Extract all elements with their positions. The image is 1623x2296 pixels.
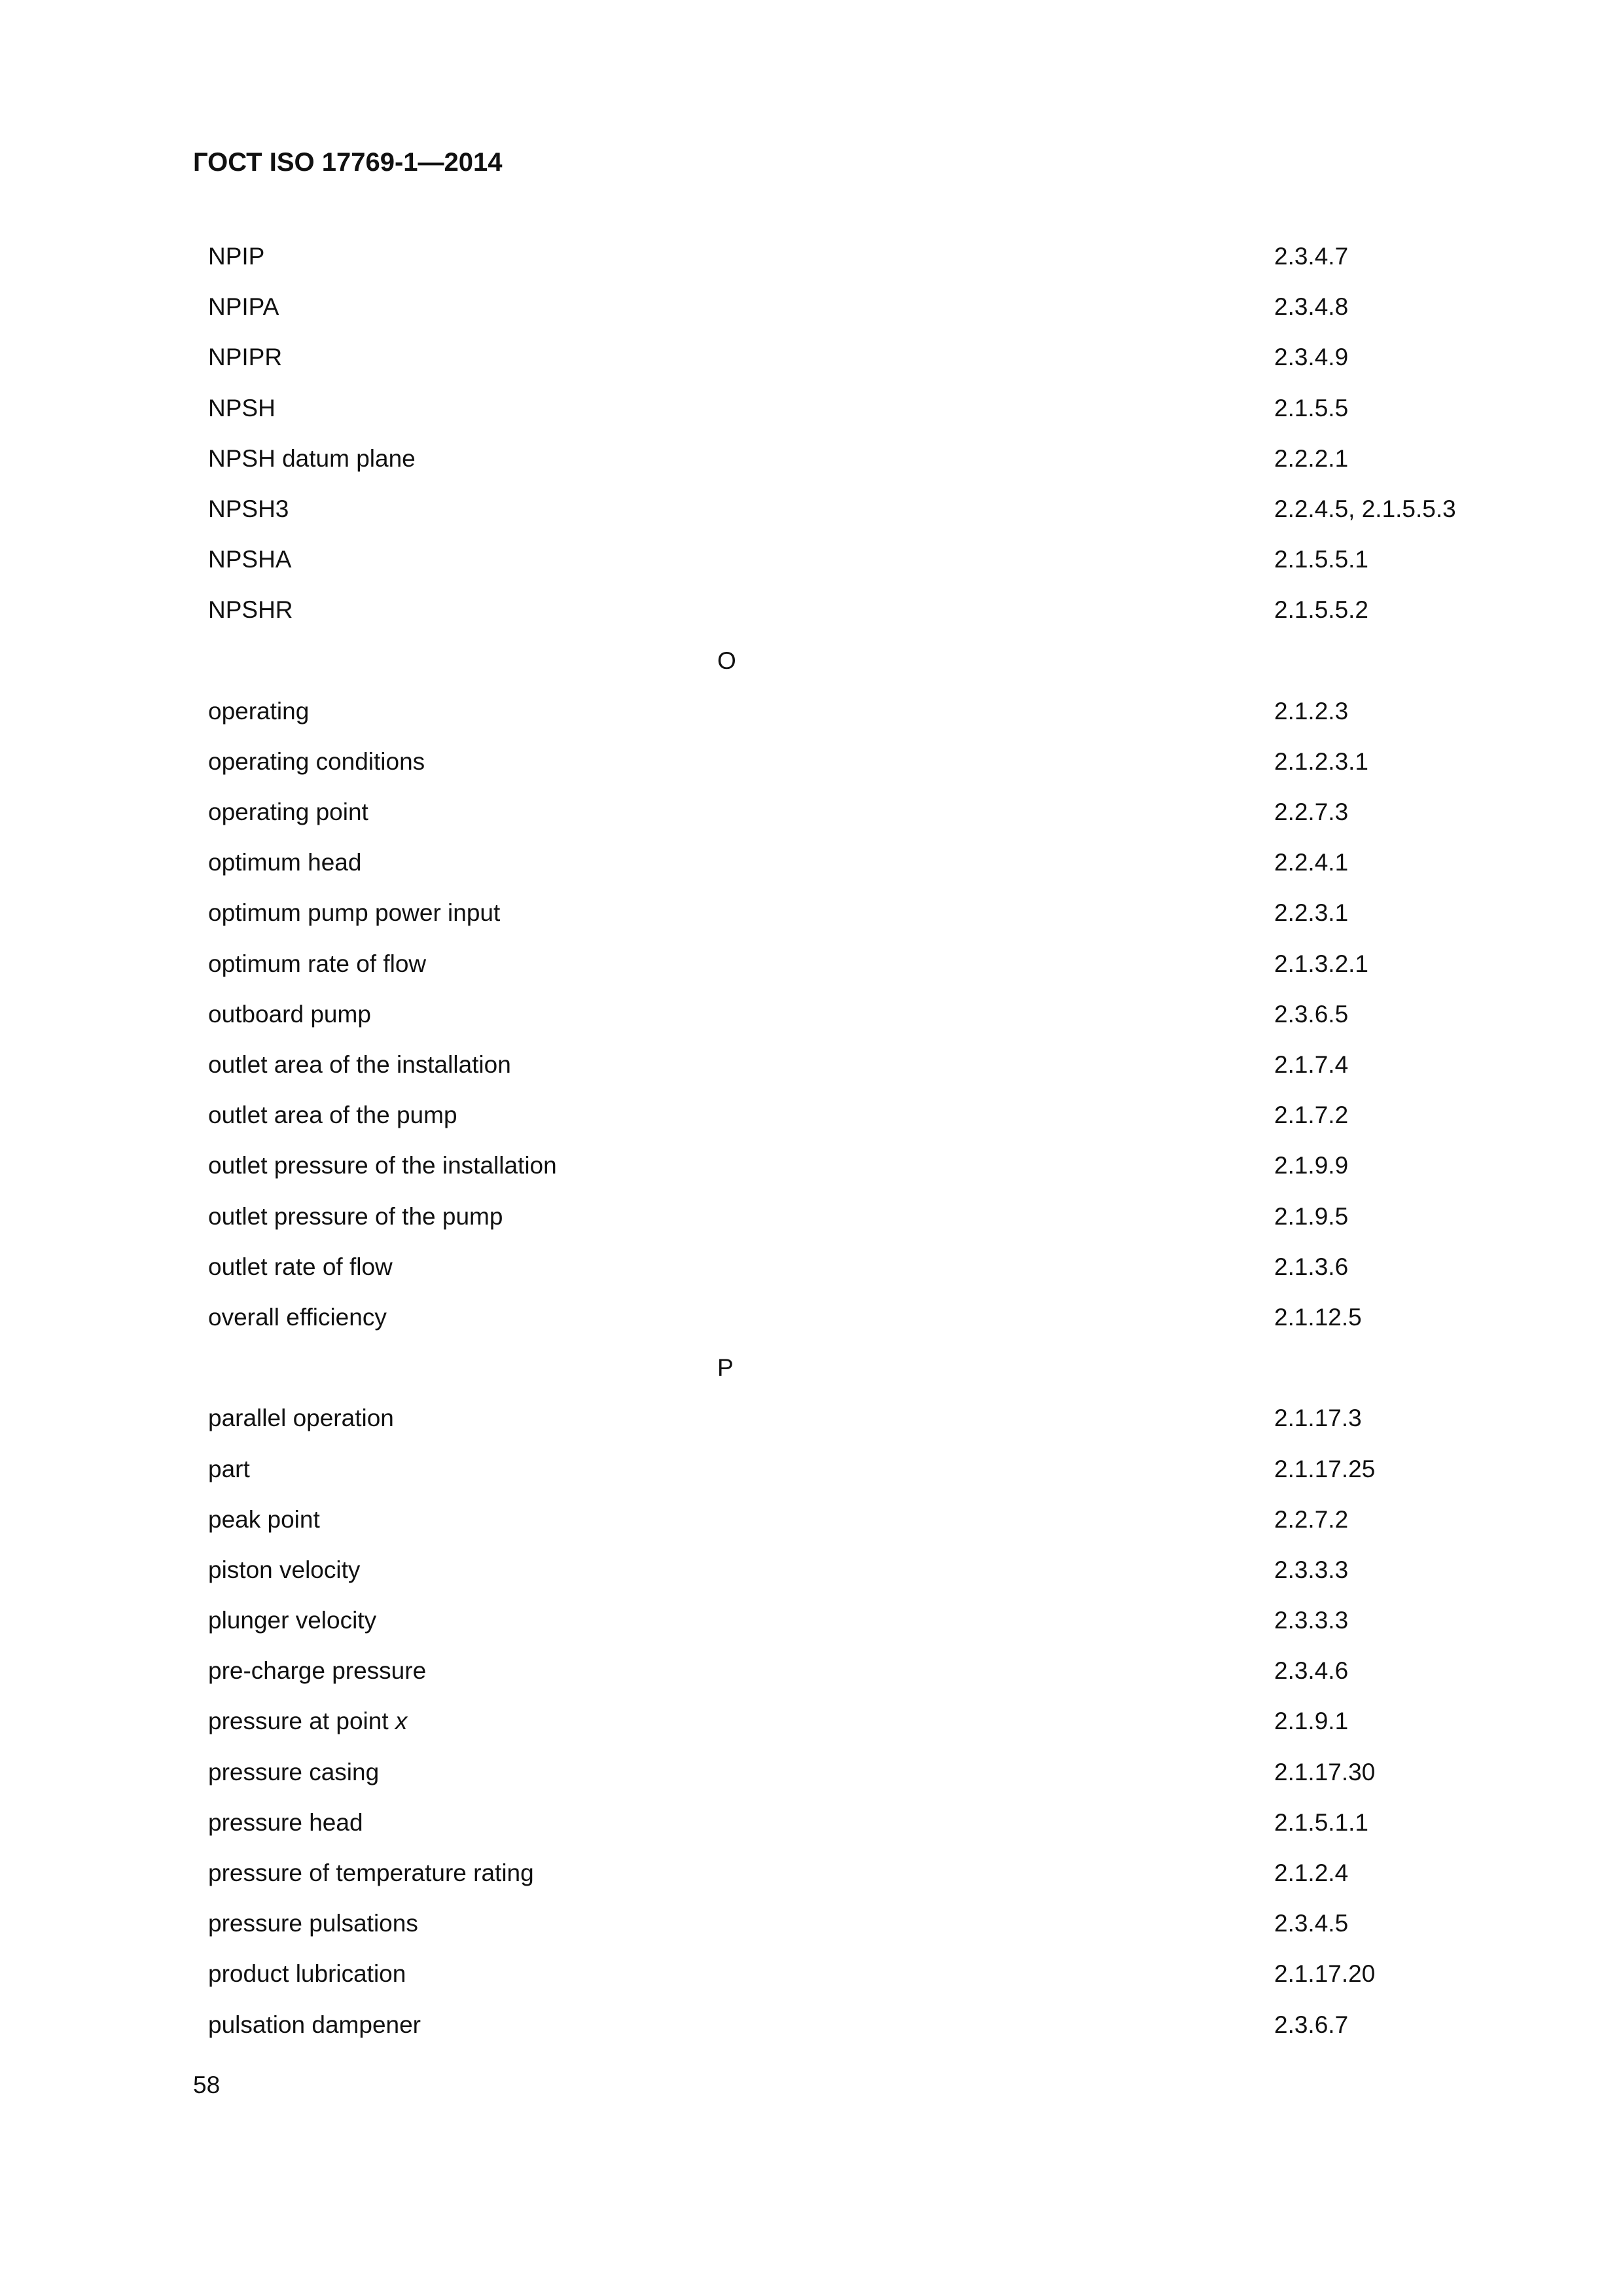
index-entry <box>208 1601 1504 1651</box>
index-entry <box>208 490 1504 540</box>
index-reference: 2.2.7.3 <box>1274 798 1349 826</box>
index-letter-heading <box>208 1348 1504 1399</box>
index-term-text: operating <box>208 697 310 725</box>
index-term <box>208 793 368 832</box>
index-reference: 2.2.3.1 <box>1274 899 1349 927</box>
index-term-text: pulsation dampener <box>208 2011 421 2038</box>
index-entry <box>208 1146 1504 1196</box>
letter-heading-text: O <box>717 647 736 674</box>
index-entry <box>208 2005 1504 2056</box>
index-term-text: peak point <box>208 1505 320 1533</box>
index-entry <box>208 1854 1504 1904</box>
index-entry <box>208 843 1504 893</box>
index-entry <box>208 1197 1504 1247</box>
index-reference: 2.2.2.1 <box>1274 444 1349 472</box>
index-entry <box>208 1450 1504 1500</box>
index-reference: 2.1.17.3 <box>1274 1405 1362 1432</box>
index-term-text: NPIPA <box>208 293 279 321</box>
index-reference: 2.1.9.1 <box>1274 1708 1349 1735</box>
index-term-text: NPIPR <box>208 344 283 371</box>
index-reference: 2.3.3.3 <box>1274 1556 1349 1583</box>
index-term-text: outlet pressure of the pump <box>208 1202 503 1230</box>
index-reference: 2.1.2.3 <box>1274 697 1349 725</box>
index-entry <box>208 338 1504 388</box>
index-term-text: outlet area of the installation <box>208 1051 511 1078</box>
index-entry <box>208 439 1504 490</box>
index-term <box>208 995 371 1034</box>
index-reference: 2.1.17.30 <box>1274 1758 1376 1785</box>
index-term <box>208 1399 394 1438</box>
index-reference: 2.1.17.25 <box>1274 1455 1376 1482</box>
index-term <box>208 1247 393 1287</box>
index-term <box>208 490 289 529</box>
index-term-text: pressure head <box>208 1808 363 1836</box>
index-entry <box>208 1399 1504 1449</box>
index-term-text: NPSH3 <box>208 495 289 522</box>
index-entry <box>208 1247 1504 1298</box>
index-entry <box>208 1803 1504 1854</box>
index-term-variable: x <box>395 1708 408 1735</box>
index-term-text: optimum head <box>208 849 362 876</box>
index-term <box>208 389 276 428</box>
index-entry <box>208 692 1504 742</box>
index-term-text: pressure at point <box>208 1708 395 1735</box>
index-term <box>208 692 309 731</box>
index-reference: 2.1.2.3.1 <box>1274 747 1369 775</box>
index-reference: 2.2.4.1 <box>1274 849 1349 876</box>
index-reference: 2.3.6.5 <box>1274 1000 1349 1028</box>
index-letter-heading <box>208 641 1504 692</box>
index-term-text: product lubrication <box>208 1960 406 1988</box>
index-term-text: optimum pump power input <box>208 899 501 927</box>
index-term-text: operating point <box>208 798 368 826</box>
index-term <box>208 944 426 984</box>
index-term <box>208 338 282 377</box>
index-term-text: pressure pulsations <box>208 1910 418 1937</box>
index-entry <box>208 742 1504 793</box>
index-term <box>208 1298 387 1337</box>
index-term <box>208 742 425 781</box>
index-term <box>208 439 416 478</box>
index-entry <box>208 287 1504 338</box>
index-term <box>208 1450 250 1489</box>
alphabetical-index <box>208 237 1504 2056</box>
index-term-text: outboard pump <box>208 1000 371 1028</box>
index-term <box>208 1904 418 1943</box>
index-reference: 2.1.5.5 <box>1274 394 1349 422</box>
index-term-text: NPSH datum plane <box>208 444 416 472</box>
letter-heading-text: P <box>717 1354 734 1382</box>
index-term-text: outlet pressure of the installation <box>208 1152 557 1179</box>
index-term-text: NPSHA <box>208 546 292 573</box>
index-reference: 2.1.9.5 <box>1274 1202 1349 1230</box>
index-term-text: operating conditions <box>208 747 425 775</box>
index-reference: 2.1.12.5 <box>1274 1303 1362 1331</box>
index-term <box>208 590 293 630</box>
index-entry <box>208 944 1504 995</box>
index-entry <box>208 1954 1504 2005</box>
index-entry <box>208 540 1504 590</box>
index-reference: 2.1.5.5.1 <box>1274 546 1369 573</box>
index-term <box>208 1954 406 1994</box>
index-term-text: overall efficiency <box>208 1303 387 1331</box>
index-term-text: part <box>208 1455 250 1482</box>
index-entry <box>208 1551 1504 1601</box>
index-term-text: pressure casing <box>208 1758 380 1785</box>
index-reference: 2.1.5.1.1 <box>1274 1808 1369 1836</box>
index-reference: 2.3.3.3 <box>1274 1607 1349 1634</box>
index-term <box>208 1096 457 1135</box>
index-reference: 2.1.2.4 <box>1274 1859 1349 1886</box>
page-number: 58 <box>193 2072 221 2098</box>
index-term-text: NPIP <box>208 243 265 270</box>
index-reference: 2.1.5.5.2 <box>1274 596 1369 624</box>
index-entry <box>208 1904 1504 1954</box>
index-entry <box>208 1753 1504 1803</box>
index-entry <box>208 237 1504 287</box>
index-term-text: pressure of temperature rating <box>208 1859 534 1886</box>
index-entry <box>208 1500 1504 1551</box>
index-reference: 2.3.4.8 <box>1274 293 1349 321</box>
index-reference: 2.3.4.6 <box>1274 1657 1349 1685</box>
index-entry <box>208 389 1504 439</box>
index-entry <box>208 1045 1504 1096</box>
index-term-text: plunger velocity <box>208 1607 377 1634</box>
index-term-text: optimum rate of flow <box>208 950 427 977</box>
index-reference: 2.2.4.5, 2.1.5.5.3 <box>1274 495 1456 522</box>
index-term <box>208 1854 534 1893</box>
index-term <box>208 1702 407 1741</box>
index-reference: 2.1.3.6 <box>1274 1253 1349 1280</box>
index-term <box>208 237 264 276</box>
index-term <box>208 893 500 933</box>
index-term <box>208 1045 511 1085</box>
index-term-text: parallel operation <box>208 1405 394 1432</box>
index-reference: 2.1.17.20 <box>1274 1960 1376 1988</box>
index-entry <box>208 995 1504 1045</box>
index-term-text: NPSHR <box>208 596 293 624</box>
index-term <box>208 1146 557 1185</box>
index-term <box>208 1753 379 1792</box>
index-reference: 2.3.6.7 <box>1274 2011 1349 2038</box>
index-term-text: outlet rate of flow <box>208 1253 393 1280</box>
index-entry <box>208 1651 1504 1702</box>
index-term <box>208 1651 426 1691</box>
index-term-text: outlet area of the pump <box>208 1102 457 1129</box>
index-entry <box>208 1096 1504 1146</box>
index-entry <box>208 793 1504 843</box>
index-term-text: pre-charge pressure <box>208 1657 427 1685</box>
index-term <box>208 1601 376 1640</box>
index-reference: 2.3.4.7 <box>1274 243 1349 270</box>
index-term <box>208 1197 503 1236</box>
index-term <box>208 287 279 327</box>
index-reference: 2.1.7.2 <box>1274 1102 1349 1129</box>
index-entry <box>208 590 1504 641</box>
index-reference: 2.3.4.9 <box>1274 344 1349 371</box>
index-reference: 2.1.7.4 <box>1274 1051 1349 1078</box>
index-term <box>208 1500 320 1539</box>
index-reference: 2.1.9.9 <box>1274 1152 1349 1179</box>
index-term <box>208 843 361 882</box>
index-reference: 2.1.3.2.1 <box>1274 950 1369 977</box>
index-entry <box>208 1298 1504 1348</box>
index-term <box>208 540 291 579</box>
index-term-text: piston velocity <box>208 1556 361 1583</box>
index-entry <box>208 893 1504 944</box>
index-term <box>208 1551 360 1590</box>
index-term <box>208 2005 421 2045</box>
index-term-text: NPSH <box>208 394 276 422</box>
index-entry <box>208 1702 1504 1752</box>
index-term <box>208 1803 363 1842</box>
document-header: ГОСТ ISO 17769-1—2014 <box>193 148 503 177</box>
index-reference: 2.2.7.2 <box>1274 1505 1349 1533</box>
index-reference: 2.3.4.5 <box>1274 1910 1349 1937</box>
